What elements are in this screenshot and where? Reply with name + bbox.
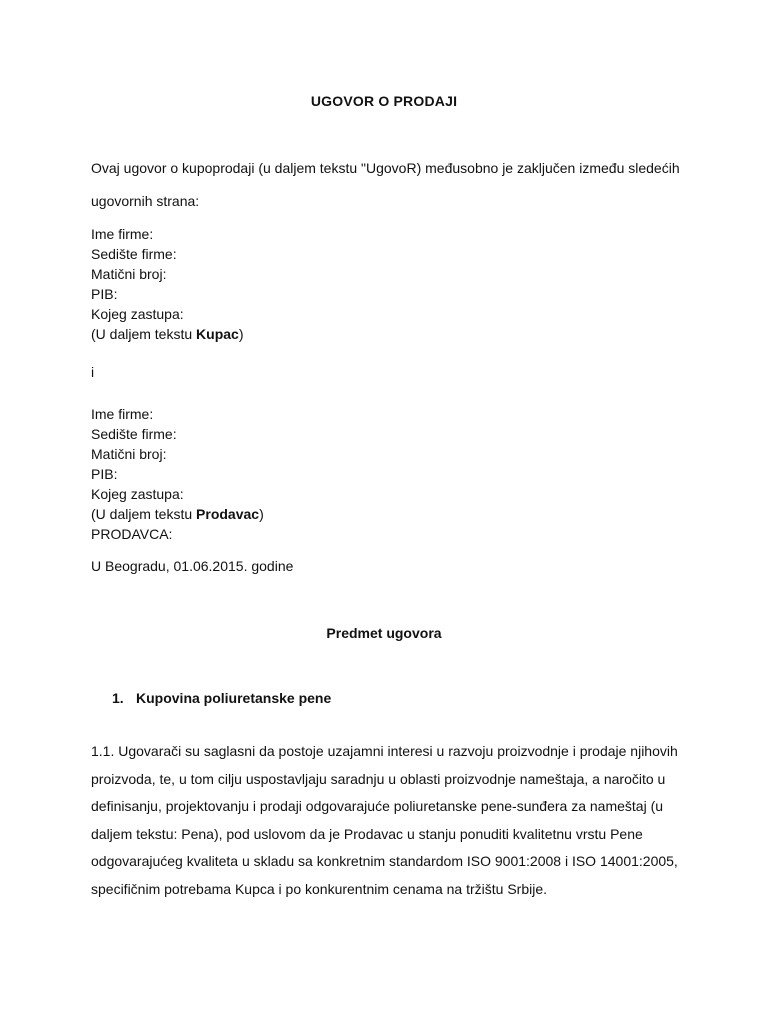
party-seller-block	[91, 404, 264, 544]
role-suffix: )	[238, 326, 244, 342]
paragraph-line: proizvoda, te, u tom cilju uspostavljaju saradnju u oblasti proizvodnje nameštaja, a naročito u	[91, 770, 666, 787]
place-date: U Beogradu, 01.06.2015. godine	[91, 558, 294, 574]
role-suffix: )	[259, 506, 264, 522]
pib-label: PIB:	[91, 466, 118, 482]
intro-line-2: ugovornih strana:	[91, 193, 200, 209]
company-name-label: Ime firme:	[91, 406, 154, 422]
intro-line-1: Ovaj ugovor o kupoprodaji (u daljem tekstu "UgovoR) međusobno je zaključen između sledećih	[91, 160, 680, 176]
list-item-title: Kupovina poliuretanske pene	[136, 690, 332, 706]
list-item-1	[112, 690, 331, 706]
buyer-role: Kupac	[196, 326, 239, 342]
seller-caption: PRODAVCA:	[91, 526, 173, 542]
seller-role: Prodavac	[196, 506, 260, 522]
paragraph-line: 1.1. Ugovarači su saglasni da postoje uzajamni interesi u razvoju proizvodnje i prodaje njihovih	[91, 743, 678, 759]
paragraph-line: daljem tekstu: Pena), pod uslovom da je Prodavac u stanju ponuditi kvalitetnu vrstu Pene	[91, 825, 643, 842]
section-title: Predmet ugovora	[326, 625, 442, 641]
company-name-label: Ime firme:	[91, 226, 154, 242]
document-title: UGOVOR O PRODAJI	[310, 93, 458, 109]
seller-role-line	[91, 504, 264, 524]
representative-label: Kojeg zastupa:	[91, 306, 184, 322]
pib-label: PIB:	[91, 286, 118, 302]
paragraph-line: specifičnim potrebama Kupca i po konkurentnim cenama na tržištu Srbije.	[91, 880, 547, 897]
company-seat-label: Sedište firme:	[91, 426, 177, 442]
registration-number-label: Matični broj:	[91, 446, 167, 462]
buyer-role-line	[91, 324, 244, 344]
paragraph-1-1	[91, 741, 678, 907]
company-seat-label: Sedište firme:	[91, 246, 177, 262]
representative-label: Kojeg zastupa:	[91, 486, 184, 502]
paragraph-line: definisanju, projektovanju i prodaji odgovarajuće poliuretanske pene-sunđera za nameštaj (u	[91, 798, 664, 815]
party-buyer-block	[91, 224, 244, 344]
paragraph-line: odgovarajućeg kvaliteta u skladu sa konkretnim standardom ISO 9001:2008 i ISO 14001:2005,	[91, 853, 678, 870]
role-prefix: (U daljem tekstu	[91, 326, 197, 342]
list-item-number: 1.	[112, 690, 124, 706]
and-word: i	[91, 364, 95, 380]
role-prefix: (U daljem tekstu	[91, 506, 197, 522]
registration-number-label: Matični broj:	[91, 266, 167, 282]
